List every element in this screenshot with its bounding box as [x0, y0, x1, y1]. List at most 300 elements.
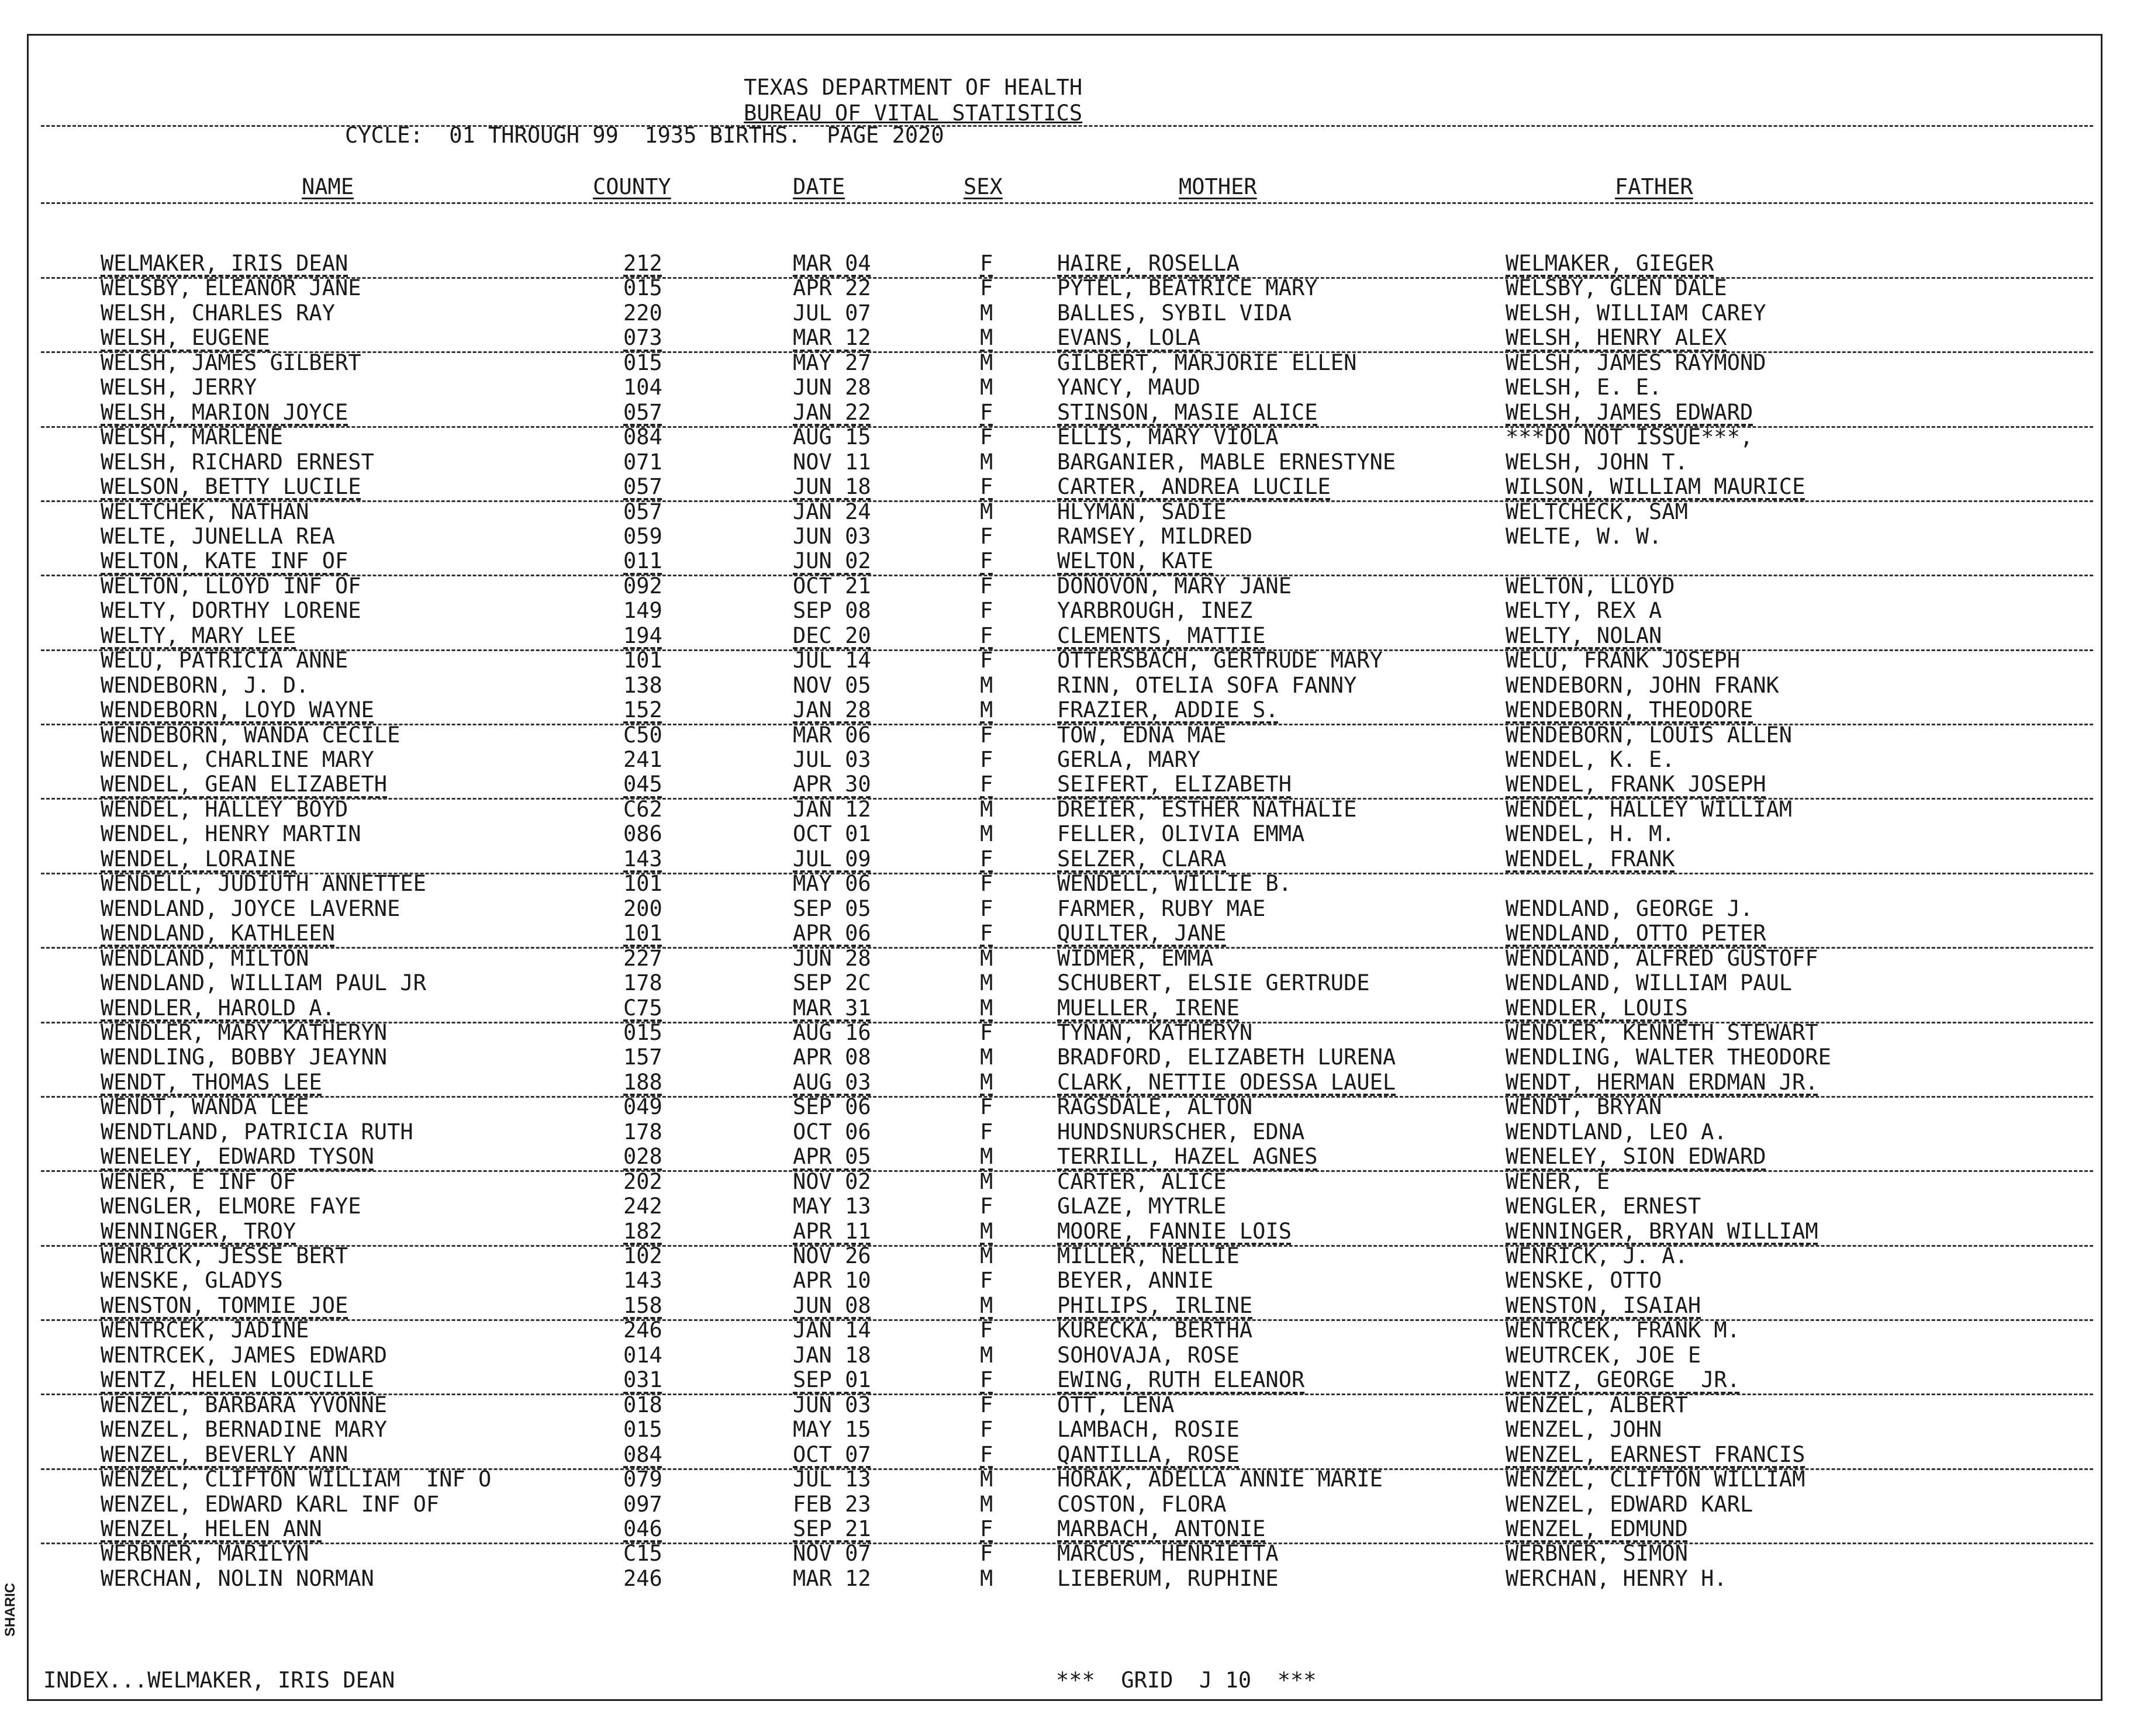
cell-sex: M [980, 325, 993, 351]
cell-name: WENGLER, ELMORE FAYE [101, 1194, 361, 1219]
cell-date: NOV 07 [793, 1541, 871, 1566]
cell-father: WENDLAND, ALFRED GUSTOFF [1506, 945, 1818, 971]
cell-name: WENDLAND, MILTON [101, 945, 309, 971]
cell-father: WENDLAND, OTTO PETER [1506, 921, 1766, 946]
cell-mother: MUELLER, IRENE [1057, 995, 1240, 1021]
col-county-header: COUNTY [593, 174, 671, 199]
cell-sex: F [980, 648, 993, 673]
cell-county: 158 [623, 1292, 662, 1318]
cell-name: WENZEL, BERNADINE MARY [101, 1417, 388, 1443]
cell-father: WELU, FRANK JOSEPH [1506, 648, 1740, 673]
cell-name: WENDEBORN, LOYD WAYNE [101, 697, 374, 723]
cell-mother: HUNDSNURSCHER, EDNA [1057, 1119, 1305, 1144]
cell-date: SEP 06 [793, 1094, 871, 1120]
cell-mother: RINN, OTELIA SOFA FANNY [1057, 672, 1357, 698]
cell-county: 071 [623, 449, 662, 475]
cell-date: JUL 07 [793, 300, 871, 326]
cell-father: WENGLER, ERNEST [1506, 1194, 1701, 1219]
cell-date: OCT 06 [793, 1119, 871, 1144]
cell-county: 101 [623, 871, 662, 897]
cell-name: WENTZ, HELEN LOUCILLE [101, 1367, 374, 1393]
cell-date: MAY 06 [793, 871, 871, 897]
cell-county: 102 [623, 1243, 662, 1268]
cell-sex: F [980, 399, 993, 425]
col-father-header: FATHER [1615, 174, 1693, 199]
cell-father: WENDTLAND, LEO A. [1506, 1119, 1727, 1144]
cell-father: WENDEL, FRANK JOSEPH [1506, 772, 1766, 797]
cell-father: WENZEL, EDWARD KARL [1506, 1491, 1753, 1517]
cell-county: 086 [623, 821, 662, 847]
cell-sex: M [980, 350, 993, 375]
cell-sex: F [980, 1441, 993, 1467]
cell-name: WENTRCEK, JADINE [101, 1317, 309, 1343]
cell-county: 149 [623, 598, 662, 624]
cell-name: WERCHAN, NOLIN NORMAN [101, 1565, 374, 1591]
cell-date: SEP 21 [793, 1516, 871, 1541]
cell-sex: M [980, 1168, 993, 1194]
footer-index: INDEX...WELMAKER, IRIS DEAN [43, 1668, 395, 1693]
cell-county: 138 [623, 672, 662, 698]
cell-county: C62 [623, 796, 662, 822]
cell-name: WENTRCEK, JAMES EDWARD [101, 1342, 388, 1368]
cell-county: C75 [623, 995, 662, 1021]
cell-date: NOV 05 [793, 672, 871, 698]
cell-mother: BRADFORD, ELIZABETH LURENA [1057, 1045, 1396, 1070]
cell-date: OCT 21 [793, 573, 871, 599]
cell-county: 097 [623, 1491, 662, 1517]
table-row [0, 1045, 2105, 1070]
cell-mother: QANTILLA, ROSE [1057, 1441, 1240, 1467]
table-row [0, 822, 2105, 846]
cell-date: FEB 23 [793, 1491, 871, 1517]
cell-date: JUL 09 [793, 846, 871, 872]
cell-father: WENDLER, KENNETH STEWART [1506, 1019, 1818, 1045]
table-row [0, 1244, 2105, 1268]
cell-date: AUG 16 [793, 1019, 871, 1045]
table-row [0, 772, 2105, 797]
cell-sex: F [980, 623, 993, 648]
table-row [0, 797, 2105, 822]
cell-mother: OTT, LENA [1057, 1392, 1175, 1417]
cell-name: WENDEL, GEAN ELIZABETH [101, 772, 388, 797]
cell-county: 015 [623, 275, 662, 301]
cell-county: 212 [623, 251, 662, 276]
cell-father: WELTY, NOLAN [1506, 623, 1662, 648]
cell-county: 200 [623, 895, 662, 921]
cell-date: MAY 27 [793, 350, 871, 375]
cell-sex: M [980, 1292, 993, 1318]
cell-mother: DONOVON, MARY JANE [1057, 573, 1292, 599]
table-row [0, 624, 2105, 648]
cell-name: WENDLER, MARY KATHERYN [101, 1019, 388, 1045]
table-row [0, 1294, 2105, 1318]
cell-name: WELTE, JUNELLA REA [101, 523, 335, 549]
table-row [0, 996, 2105, 1021]
cell-sex: M [980, 1144, 993, 1170]
cell-county: 202 [623, 1168, 662, 1194]
cell-father: WELSH, JAMES EDWARD [1506, 399, 1753, 425]
cell-date: JAN 12 [793, 796, 871, 822]
cell-father: WELSBY, GLEN DALE [1506, 275, 1727, 301]
cell-father: WENTRCEK, FRANK M. [1506, 1317, 1740, 1343]
cell-mother: SOHOVAJA, ROSE [1057, 1342, 1240, 1368]
cell-county: 101 [623, 921, 662, 946]
cell-sex: M [980, 1467, 993, 1492]
footer-grid: *** GRID J 10 *** [1056, 1668, 1317, 1693]
cell-date: JUN 08 [793, 1292, 871, 1318]
cell-sex: F [980, 1268, 993, 1294]
cell-name: WELU, PATRICIA ANNE [101, 648, 348, 673]
cell-name: WENZEL, BEVERLY ANN [101, 1441, 348, 1467]
cell-name: WENZEL, HELEN ANN [101, 1516, 322, 1541]
cell-sex: F [980, 747, 993, 772]
cell-mother: COSTON, FLORA [1057, 1491, 1227, 1517]
cell-date: JAN 22 [793, 399, 871, 425]
cell-mother: DREIER, ESTHER NATHALIE [1057, 796, 1357, 822]
cell-date: MAR 12 [793, 325, 871, 351]
table-row [0, 1170, 2105, 1194]
cell-name: WENDEL, CHARLINE MARY [101, 747, 374, 772]
cell-father: WENDEBORN, THEODORE [1506, 697, 1753, 723]
cell-date: APR 10 [793, 1268, 871, 1294]
cell-county: 084 [623, 424, 662, 450]
cell-county: 152 [623, 697, 662, 723]
table-row [0, 946, 2105, 971]
cell-mother: HORAK, ADELLA ANNIE MARIE [1057, 1467, 1383, 1492]
cell-sex: F [980, 1541, 993, 1566]
table-row [0, 475, 2105, 499]
cell-sex: M [980, 1342, 993, 1368]
table-row [0, 276, 2105, 300]
table-row [0, 524, 2105, 549]
table-row [0, 400, 2105, 425]
table-row [0, 1417, 2105, 1442]
cell-father: WENDT, BRYAN [1506, 1094, 1662, 1120]
table-row [0, 673, 2105, 698]
cell-county: 049 [623, 1094, 662, 1120]
table-row [0, 425, 2105, 449]
cell-mother: CLEMENTS, MATTIE [1057, 623, 1266, 648]
cell-sex: F [980, 424, 993, 450]
cell-mother: BALLES, SYBIL VIDA [1057, 300, 1292, 326]
cell-father: WELTY, REX A [1506, 598, 1662, 624]
cell-sex: M [980, 672, 993, 698]
cell-mother: WIDMER, EMMA [1057, 945, 1214, 971]
cell-sex: F [980, 1019, 993, 1045]
cell-father: WELSH, HENRY ALEX [1506, 325, 1727, 351]
cell-mother: PHILIPS, IRLINE [1057, 1292, 1253, 1318]
table-row [0, 1443, 2105, 1467]
cell-mother: BEYER, ANNIE [1057, 1268, 1214, 1294]
cell-name: WENNINGER, TROY [101, 1218, 296, 1244]
cell-county: 028 [623, 1144, 662, 1170]
cell-name: WELSON, BETTY LUCILE [101, 474, 361, 500]
col-mother-header: MOTHER [1179, 174, 1257, 199]
cell-father: WELSH, WILLIAM CAREY [1506, 300, 1766, 326]
table-row [0, 500, 2105, 524]
cell-mother: STINSON, MASIE ALICE [1057, 399, 1318, 425]
cell-sex: M [980, 1565, 993, 1591]
cell-sex: M [980, 1243, 993, 1268]
cell-name: WENDLAND, WILLIAM PAUL JR [101, 970, 426, 996]
cell-name: WELTON, LLOYD INF OF [101, 573, 361, 599]
cell-date: OCT 01 [793, 821, 871, 847]
table-row [0, 1467, 2105, 1492]
table-row [0, 1194, 2105, 1219]
cell-name: WELSBY, ELEANOR JANE [101, 275, 361, 301]
cell-mother: CARTER, ANDREA LUCILE [1057, 474, 1331, 500]
cell-mother: FRAZIER, ADDIE S. [1057, 697, 1279, 723]
cell-sex: F [980, 523, 993, 549]
cell-father: WENDEBORN, JOHN FRANK [1506, 672, 1779, 698]
cell-county: 059 [623, 523, 662, 549]
cell-date: MAR 04 [793, 251, 871, 276]
cell-county: 227 [623, 945, 662, 971]
cell-father: WELSH, JAMES RAYMOND [1506, 350, 1766, 375]
cell-mother: CLARK, NETTIE ODESSA LAUEL [1057, 1069, 1396, 1095]
cell-name: WENDELL, JUDIUTH ANNETTEE [101, 871, 426, 897]
cell-date: SEP 01 [793, 1367, 871, 1393]
table-row [0, 1566, 2105, 1591]
cell-father: WENDLER, LOUIS [1506, 995, 1688, 1021]
cell-name: WELSH, MARION JOYCE [101, 399, 348, 425]
col-date-header: DATE [793, 174, 845, 199]
cell-name: WELMAKER, IRIS DEAN [101, 251, 348, 276]
cell-sex: M [980, 796, 993, 822]
cell-sex: F [980, 772, 993, 797]
cell-sex: F [980, 548, 993, 574]
cell-mother: YANCY, MAUD [1057, 375, 1201, 400]
table-row [0, 1120, 2105, 1144]
cell-name: WENDEL, HENRY MARTIN [101, 821, 361, 847]
table-row [0, 921, 2105, 946]
cell-date: APR 30 [793, 772, 871, 797]
cell-name: WENDLAND, JOYCE LAVERNE [101, 895, 401, 921]
cell-county: 157 [623, 1045, 662, 1070]
cell-name: WELSH, JAMES GILBERT [101, 350, 361, 375]
cell-date: APR 05 [793, 1144, 871, 1170]
cell-mother: KURECKA, BERTHA [1057, 1317, 1253, 1343]
table-row [0, 450, 2105, 475]
table-row [0, 1095, 2105, 1119]
cell-father: WELTE, W. W. [1506, 523, 1662, 549]
cell-county: 084 [623, 1441, 662, 1467]
cell-father: WELSH, JOHN T. [1506, 449, 1688, 475]
cell-county: 031 [623, 1367, 662, 1393]
cell-father: WELSH, E. E. [1506, 375, 1662, 400]
cell-sex: M [980, 697, 993, 723]
cell-county: 015 [623, 1019, 662, 1045]
cell-mother: SCHUBERT, ELSIE GERTRUDE [1057, 970, 1370, 996]
cell-county: 057 [623, 474, 662, 500]
cell-date: JAN 24 [793, 499, 871, 524]
table-row [0, 1517, 2105, 1541]
cell-name: WENZEL, CLIFTON WILLIAM INF O [101, 1467, 492, 1492]
cell-county: 194 [623, 623, 662, 648]
cell-father: WENZEL, ALBERT [1506, 1392, 1688, 1417]
cell-sex: F [980, 598, 993, 624]
cell-name: WENDT, THOMAS LEE [101, 1069, 322, 1095]
cell-name: WENDLER, HAROLD A. [101, 995, 335, 1021]
cell-county: C15 [623, 1541, 662, 1566]
cell-date: JUN 03 [793, 523, 871, 549]
cell-name: WELSH, EUGENE [101, 325, 270, 351]
table-row [0, 1492, 2105, 1517]
cell-father: WENDEL, FRANK [1506, 846, 1675, 872]
cell-mother: MILLER, NELLIE [1057, 1243, 1240, 1268]
cell-father: WENDEL, HALLEY WILLIAM [1506, 796, 1793, 822]
cell-sex: M [980, 1491, 993, 1517]
cell-mother: TOW, EDNA MAE [1057, 722, 1227, 748]
cell-father: WENZEL, CLIFTON WILLIAM [1506, 1467, 1805, 1492]
cell-county: 057 [623, 499, 662, 524]
cell-name: WENSTON, TOMMIE JOE [101, 1292, 348, 1318]
cell-name: WENSKE, GLADYS [101, 1268, 283, 1294]
table-row [0, 1268, 2105, 1293]
cell-name: WELTCHEK, NATHAN [101, 499, 309, 524]
col-name-header: NAME [302, 174, 354, 199]
cell-county: 242 [623, 1194, 662, 1219]
cell-name: WELSH, CHARLES RAY [101, 300, 335, 326]
cell-mother: SELZER, CLARA [1057, 846, 1227, 872]
cell-name: WENER, E INF OF [101, 1168, 296, 1194]
cell-name: WELTY, MARY LEE [101, 623, 296, 648]
table-row [0, 1393, 2105, 1417]
cell-father: WENER, E [1506, 1168, 1610, 1194]
cell-mother: EVANS, LOLA [1057, 325, 1201, 351]
table-row [0, 971, 2105, 995]
cell-date: NOV 26 [793, 1243, 871, 1268]
cell-name: WELSH, JERRY [101, 375, 257, 400]
cell-mother: RAMSEY, MILDRED [1057, 523, 1253, 549]
cell-sex: M [980, 375, 993, 400]
cell-father: WENZEL, EARNEST FRANCIS [1506, 1441, 1805, 1467]
table-row [0, 648, 2105, 673]
cell-sex: F [980, 921, 993, 946]
cell-county: 015 [623, 350, 662, 375]
cell-county: C50 [623, 722, 662, 748]
cell-sex: F [980, 1317, 993, 1343]
cell-father: WENDLAND, GEORGE J. [1506, 895, 1753, 921]
cell-date: APR 06 [793, 921, 871, 946]
cell-name: WERBNER, MARILYN [101, 1541, 309, 1566]
cell-father: WENNINGER, BRYAN WILLIAM [1506, 1218, 1818, 1244]
table-row [0, 251, 2105, 276]
cell-sex: M [980, 995, 993, 1021]
cell-county: 178 [623, 970, 662, 996]
cell-sex: F [980, 1194, 993, 1219]
cell-date: APR 11 [793, 1218, 871, 1244]
cell-mother: HLYMAN, SADIE [1057, 499, 1227, 524]
table-row [0, 748, 2105, 772]
cell-sex: F [980, 474, 993, 500]
table-row [0, 326, 2105, 350]
cell-mother: TERRILL, HAZEL AGNES [1057, 1144, 1318, 1170]
table-row [0, 847, 2105, 872]
cell-mother: GERLA, MARY [1057, 747, 1201, 772]
cell-father: WELMAKER, GIEGER [1506, 251, 1714, 276]
table-row [0, 301, 2105, 326]
cell-county: 011 [623, 548, 662, 574]
cell-father: WENDEL, H. M. [1506, 821, 1675, 847]
cell-name: WELTY, DORTHY LORENE [101, 598, 361, 624]
cell-sex: M [980, 1045, 993, 1070]
cell-date: MAR 06 [793, 722, 871, 748]
cell-mother: LIEBERUM, RUPHINE [1057, 1565, 1279, 1591]
table-row [0, 599, 2105, 623]
cell-sex: F [980, 871, 993, 897]
header-bureau: BUREAU OF VITAL STATISTICS [744, 101, 1083, 126]
cell-date: NOV 02 [793, 1168, 871, 1194]
cell-county: 246 [623, 1565, 662, 1591]
cell-mother: EWING, RUTH ELEANOR [1057, 1367, 1305, 1393]
cell-date: MAY 15 [793, 1417, 871, 1443]
cell-mother: OTTERSBACH, GERTRUDE MARY [1057, 648, 1383, 673]
cell-mother: WENDELL, WILLIE B. [1057, 871, 1292, 897]
cell-sex: F [980, 275, 993, 301]
cell-father: WERBNER, SIMON [1506, 1541, 1688, 1566]
cell-mother: MARCUS, HENRIETTA [1057, 1541, 1279, 1566]
cell-mother: HAIRE, ROSELLA [1057, 251, 1240, 276]
cell-name: WENDEL, LORAINE [101, 846, 296, 872]
cell-father: WENSKE, OTTO [1506, 1268, 1662, 1294]
cell-sex: F [980, 1516, 993, 1541]
cell-county: 182 [623, 1218, 662, 1244]
cell-sex: F [980, 573, 993, 599]
cell-date: JUL 03 [793, 747, 871, 772]
cell-father: WELTCHECK, SAM [1506, 499, 1688, 524]
header-cycle: CYCLE: 01 THROUGH 99 1935 BIRTHS. PAGE 2020 [345, 123, 944, 148]
cell-sex: M [980, 300, 993, 326]
table-row [0, 1219, 2105, 1244]
cell-date: JUL 14 [793, 648, 871, 673]
cell-date: SEP 08 [793, 598, 871, 624]
cell-county: 018 [623, 1392, 662, 1417]
table-row [0, 351, 2105, 375]
cell-mother: SEIFERT, ELIZABETH [1057, 772, 1292, 797]
cell-mother: ELLIS, MARY VIOLA [1057, 424, 1279, 450]
cell-name: WENZEL, EDWARD KARL INF OF [101, 1491, 440, 1517]
cell-mother: MARBACH, ANTONIE [1057, 1516, 1266, 1541]
cell-date: NOV 11 [793, 449, 871, 475]
cell-name: WENDEL, HALLEY BOYD [101, 796, 348, 822]
cell-county: 092 [623, 573, 662, 599]
cell-sex: M [980, 499, 993, 524]
cell-name: WENDEBORN, WANDA CECILE [101, 722, 401, 748]
cell-date: JUN 02 [793, 548, 871, 574]
cell-name: WENDT, WANDA LEE [101, 1094, 309, 1120]
cell-father: WEUTRCEK, JOE E [1506, 1342, 1701, 1368]
cell-sex: F [980, 1119, 993, 1144]
cell-mother: GLAZE, MYTRLE [1057, 1194, 1227, 1219]
cell-sex: M [980, 1069, 993, 1095]
cell-mother: RAGSDALE, ALTON [1057, 1094, 1253, 1120]
cell-date: MAR 31 [793, 995, 871, 1021]
table-row [0, 549, 2105, 573]
cell-county: 101 [623, 648, 662, 673]
cell-sex: F [980, 895, 993, 921]
cell-county: 073 [623, 325, 662, 351]
table-row [0, 872, 2105, 896]
cell-mother: FARMER, RUBY MAE [1057, 895, 1266, 921]
cell-date: OCT 07 [793, 1441, 871, 1467]
cell-county: 241 [623, 747, 662, 772]
cell-mother: MOORE, FANNIE LOIS [1057, 1218, 1292, 1244]
cell-father: WERCHAN, HENRY H. [1506, 1565, 1727, 1591]
cell-father: WENDLAND, WILLIAM PAUL [1506, 970, 1793, 996]
cell-county: 246 [623, 1317, 662, 1343]
cell-sex: M [980, 449, 993, 475]
